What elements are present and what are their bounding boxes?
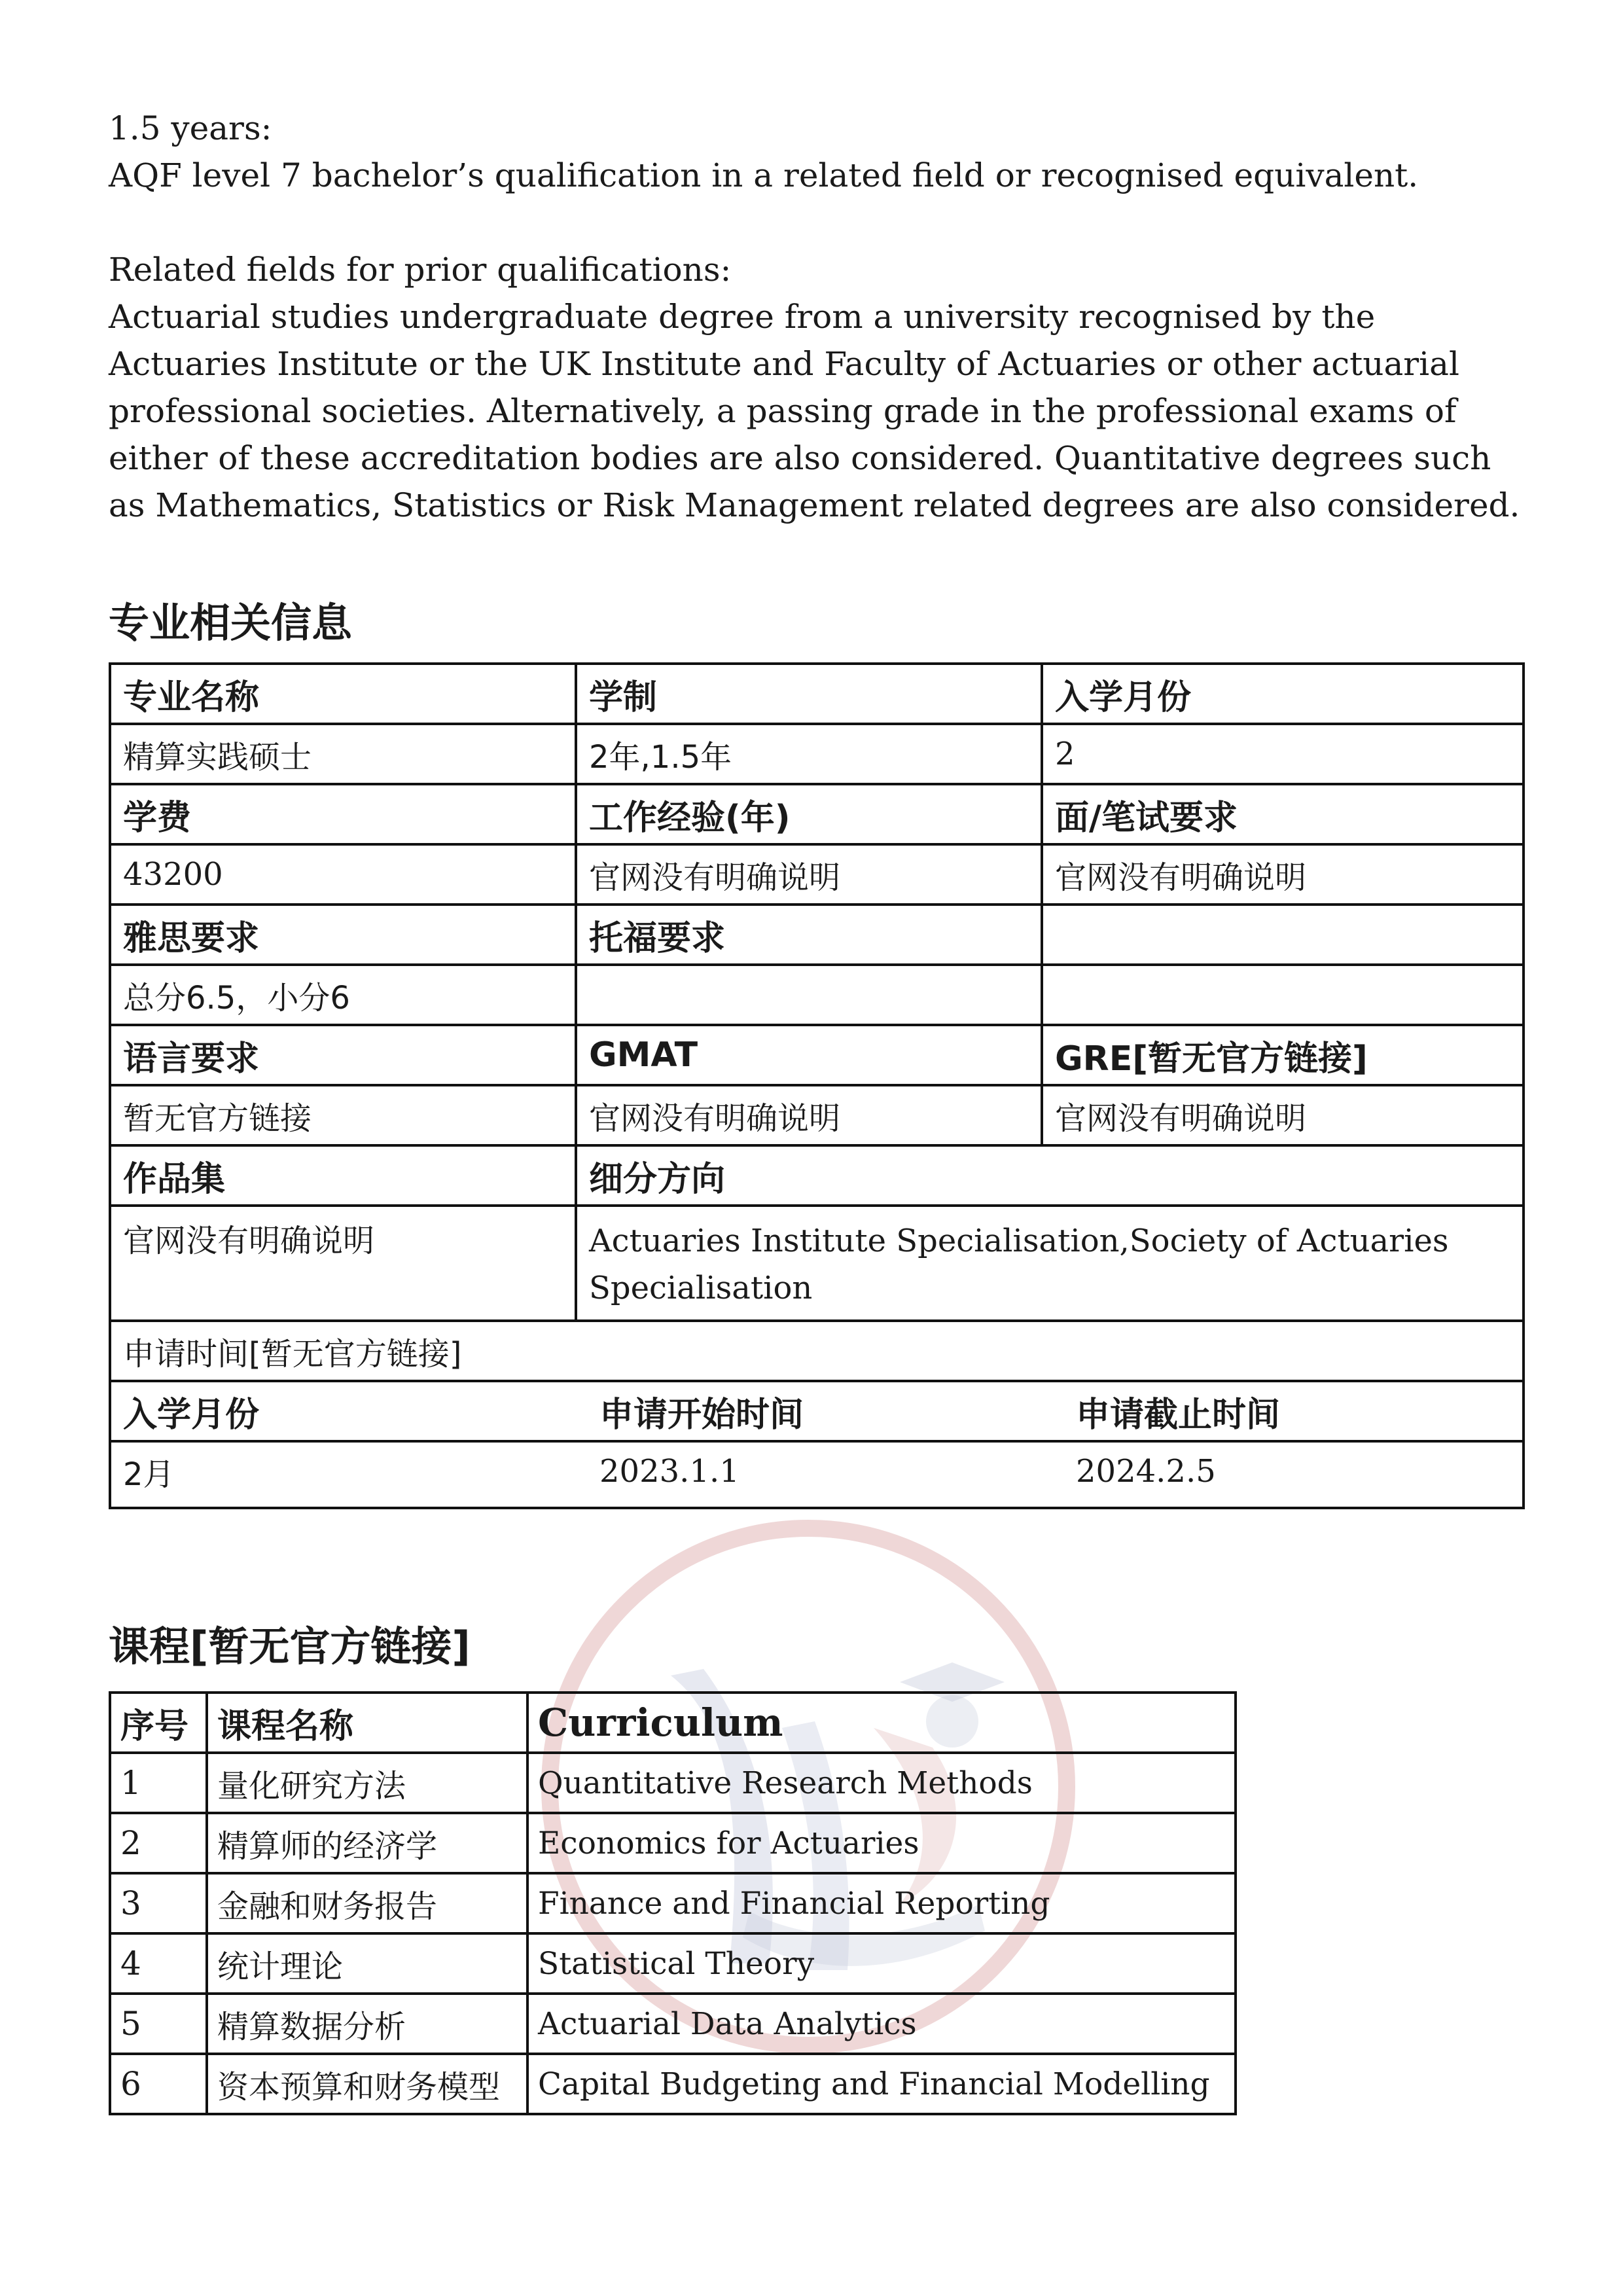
course-cn: 金融和财务报告 [207, 1873, 527, 1933]
course-no: 3 [110, 1873, 207, 1933]
dates-intake-value: 2月 [123, 1456, 175, 1493]
related-fields [109, 246, 1522, 529]
table-row [110, 1933, 1236, 1994]
course-en: Economics for Actuaries [527, 1813, 1236, 1873]
course-no: 6 [110, 2054, 207, 2114]
tuition-label: 学费 [110, 784, 576, 844]
dates-deadline-value: 2024.2.5 [1076, 1453, 1216, 1490]
intake-value: 2 [1042, 724, 1524, 784]
gmat-value: 官网没有明确说明 [576, 1085, 1042, 1145]
course-en: Finance and Financial Reporting [527, 1873, 1236, 1933]
duration-label: 1.5 years: [109, 109, 272, 147]
related-fields-label: Related fields for prior qualifications: [109, 251, 732, 289]
table-row [110, 2054, 1236, 2114]
dates-start-value: 2023.1.1 [599, 1453, 740, 1490]
application-dates-table [111, 1382, 1522, 1500]
intake-label: 入学月份 [1042, 664, 1524, 724]
dates-header-deadline: 申请截止时间 [1064, 1382, 1522, 1441]
work-experience-label: 工作经验(年) [576, 784, 1042, 844]
table-row [110, 1813, 1236, 1873]
ielts-value: 总分6.5，小分6 [110, 965, 576, 1025]
dates-header-start: 申请开始时间 [588, 1382, 1064, 1441]
course-cn: 资本预算和财务模型 [207, 2054, 527, 2114]
course-no: 5 [110, 1994, 207, 2054]
portfolio-value: 官网没有明确说明 [110, 1206, 576, 1321]
dates-header-intake: 入学月份 [111, 1382, 588, 1441]
application-dates-cell [110, 1381, 1524, 1508]
course-en: Quantitative Research Methods [527, 1753, 1236, 1813]
related-fields-text: Actuarial studies undergraduate degree from a university recognised by the Actuaries Institute or the UK Institute and Faculty of Actuaries or other actuarial professional societies. Alternatively, a passing grade in the professional exams of either of these accreditation bodies are also considered. Quantitative degrees such as Mathematics, Statistics or Risk Management related degrees are also considered. [109, 298, 1520, 524]
gre-value: 官网没有明确说明 [1042, 1085, 1524, 1145]
interview-label: 面/笔试要求 [1042, 784, 1524, 844]
course-cn: 精算师的经济学 [207, 1813, 527, 1873]
course-en: Statistical Theory [527, 1933, 1236, 1994]
specialisation-label: 细分方向 [576, 1145, 1524, 1206]
course-no: 1 [110, 1753, 207, 1813]
specialisation-value: Actuaries Institute Specialisation,Society of Actuaries Specialisation [576, 1206, 1524, 1321]
program-info-table [109, 662, 1525, 1509]
duration-requirement: AQF level 7 bachelor’s qualification in a related field or recognised equivalent. [109, 156, 1419, 194]
admission-requirements [109, 105, 1522, 199]
ielts-label: 雅思要求 [110, 905, 576, 965]
tuition-value: 43200 [110, 844, 576, 905]
course-en: Capital Budgeting and Financial Modelling [527, 2054, 1236, 2114]
language-value: 暂无官方链接 [110, 1085, 576, 1145]
toefl-value [576, 965, 1042, 1025]
course-cn: 统计理论 [207, 1933, 527, 1994]
table-row [110, 1994, 1236, 2054]
interview-value: 官网没有明确说明 [1042, 844, 1524, 905]
application-time-label: 申请时间[暂无官方链接] [110, 1321, 1524, 1381]
course-no: 2 [110, 1813, 207, 1873]
course-en: Actuarial Data Analytics [527, 1994, 1236, 2054]
major-name-value: 精算实践硕士 [110, 724, 576, 784]
course-no: 4 [110, 1933, 207, 1994]
portfolio-label: 作品集 [110, 1145, 576, 1206]
courses-title: 课程[暂无官方链接] [109, 1623, 471, 1670]
course-table [109, 1691, 1237, 2115]
program-info-title: 专业相关信息 [109, 599, 353, 647]
language-label: 语言要求 [110, 1025, 576, 1085]
gre-label: GRE[暂无官方链接] [1042, 1025, 1524, 1085]
toefl-label: 托福要求 [576, 905, 1042, 965]
document-page [109, 105, 1522, 2115]
course-cn: 量化研究方法 [207, 1753, 527, 1813]
course-header-curriculum: Curriculum [527, 1693, 1236, 1753]
work-experience-value: 官网没有明确说明 [576, 844, 1042, 905]
course-cn: 精算数据分析 [207, 1994, 527, 2054]
major-name-label: 专业名称 [110, 664, 576, 724]
course-header-no: 序号 [110, 1693, 207, 1753]
empty-cell [1042, 905, 1524, 965]
gmat-label: GMAT [576, 1025, 1042, 1085]
course-header-cn: 课程名称 [207, 1693, 527, 1753]
empty-cell [1042, 965, 1524, 1025]
table-row [110, 1753, 1236, 1813]
duration-label-cell: 学制 [576, 664, 1042, 724]
duration-value: 2年,1.5年 [576, 724, 1042, 784]
table-row [110, 1873, 1236, 1933]
